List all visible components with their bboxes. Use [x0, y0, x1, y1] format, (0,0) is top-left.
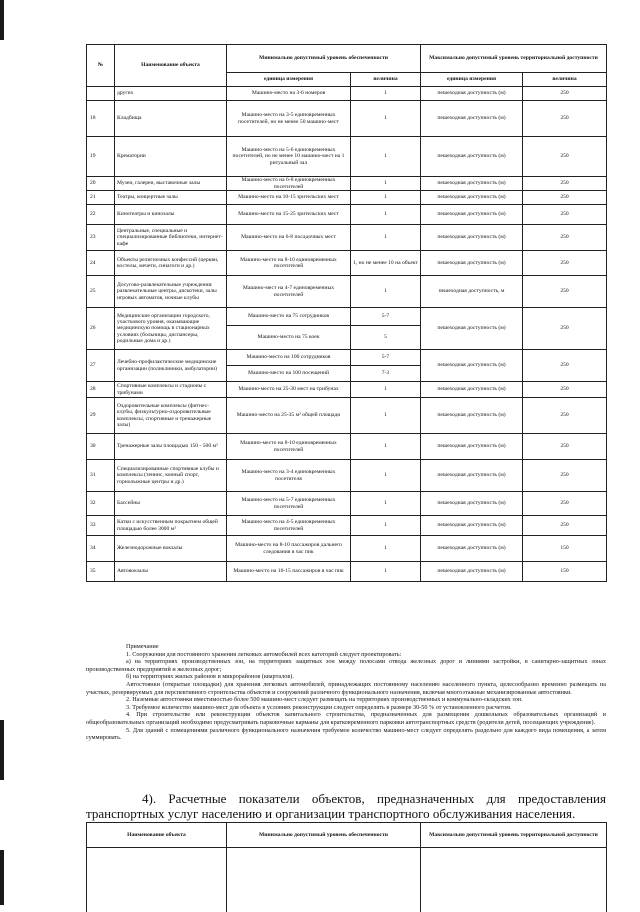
row-unit2: пешеходная доступность (м)	[421, 398, 523, 434]
notes-block	[86, 643, 606, 742]
table-row	[87, 191, 607, 205]
row-num: 24	[87, 251, 115, 276]
section-heading	[86, 792, 606, 821]
note-paragraph: б) на территориях жилых районов и микрорайонов (кварталов).	[86, 673, 606, 681]
table-row	[87, 177, 607, 191]
row-unit2: пешеходная доступность, м	[421, 276, 523, 308]
row-num: 35	[87, 562, 115, 582]
row-value2: 250	[523, 137, 607, 177]
row-unit: Машино-место на 10-15 пассажиров в час пик	[227, 562, 351, 582]
row-value: 1, но не менее 10 на объект	[351, 251, 421, 276]
row-value2: 250	[523, 101, 607, 137]
row-unit2: пешеходная доступность (м)	[421, 516, 523, 536]
row-value: 1	[351, 516, 421, 536]
row-value: 1	[351, 382, 421, 398]
table-row	[87, 460, 607, 492]
row-unit2: пешеходная доступность (м)	[421, 205, 523, 225]
note-paragraph: а) на территориях производственных зон, на территориях защитных зон между полосами отвода железных дорог и линиями застройки, в санитарно-защитных зонах производственных предприятий и железных дорог;	[86, 658, 606, 673]
row-value: 1	[351, 460, 421, 492]
row-value: 1	[351, 225, 421, 251]
table-row	[87, 562, 607, 582]
row-name: Центральные, специальные и специализированные библиотеки, интернет-кафе	[115, 225, 227, 251]
row-value2: 250	[523, 492, 607, 516]
table-row	[87, 101, 607, 137]
row-unit2: пешеходная доступность (м)	[421, 87, 523, 101]
table-header-row	[87, 823, 607, 848]
row-num: 33	[87, 516, 115, 536]
table-row	[87, 382, 607, 398]
row-name: Музеи, галереи, выставочные залы	[115, 177, 227, 191]
table-row	[87, 434, 607, 460]
row-unit2: пешеходная доступность (м)	[421, 460, 523, 492]
row-value: 1	[351, 137, 421, 177]
empty-cell	[421, 848, 607, 912]
transport-norms-table	[86, 822, 607, 912]
note-paragraph: 1. Сооружения для постоянного хранения легковых автомобилей всех категорий следует проектировать:	[86, 651, 606, 659]
row-unit: Машино-место на 10-15 зрительских мест	[227, 191, 351, 205]
row-name: Спортивные комплексы и стадионы с трибунами	[115, 382, 227, 398]
row-unit: Машино-место на 75 коек	[227, 326, 351, 350]
row-value2: 250	[523, 516, 607, 536]
scan-edge	[0, 0, 4, 40]
row-num: 20	[87, 177, 115, 191]
table-row	[87, 276, 607, 308]
row-unit: Машино-место на 75 сотрудников	[227, 308, 351, 326]
row-num: 34	[87, 536, 115, 562]
row-value2: 150	[523, 562, 607, 582]
row-name: Кинотеатры и кинозалы	[115, 205, 227, 225]
row-num: 21	[87, 191, 115, 205]
row-value: 5	[351, 326, 421, 350]
row-name: Тренажерные залы площадью 150 - 500 м²	[115, 434, 227, 460]
row-unit: Машино-место на 25-30 мест на трибунах	[227, 382, 351, 398]
table-row	[87, 350, 607, 366]
note-paragraph: 4. При строительстве или реконструкции объектов капитального строительства, предназначенных для размещения дошкольных образовательных организаций и общеобразовательных организаций необходимо предусматривать парковочные карманы для кратковременного парковки автотранспортных средств (родители детей, посещающих учреждение).	[86, 711, 606, 726]
row-value: 5-7	[351, 308, 421, 326]
row-value: 7-3	[351, 366, 421, 382]
row-unit: Машино-мест на 4-7 единовременных посетителей	[227, 276, 351, 308]
row-name: Крематории	[115, 137, 227, 177]
note-paragraph: 3. Требуемое количество машино-мест для объекта в условиях реконструкции следует определять в размере 30-50 % от установленного расчетом.	[86, 704, 606, 712]
row-name: Медицинские организации городского, участкового уровня, оказывающие медицинскую помощь в стационарных условиях (больницы, диспансеры, родильные дома и др.)	[115, 308, 227, 350]
row-unit: Машино-место на 6-8 единовременных посетителей	[227, 177, 351, 191]
row-value: 1	[351, 536, 421, 562]
row-unit2: пешеходная доступность (м)	[421, 382, 523, 398]
row-value: 1	[351, 87, 421, 101]
row-name: Театры, концертные залы	[115, 191, 227, 205]
row-unit: Машино-место на 3-6 номеров	[227, 87, 351, 101]
row-value: 1	[351, 398, 421, 434]
row-unit: Машино-место на 8-10 единовременных посетителей	[227, 434, 351, 460]
note-paragraph: 5. Для зданий с помещениями различного функционального назначения требуемое количество машино-мест следует определять раздельно для каждого вида помещения, а затем суммировать.	[86, 727, 606, 742]
note-paragraph: 2. Наземные автостоянки вместимостью более 500 машино-мест следует размещать на территориях производственных и коммунально-складских зон.	[86, 696, 606, 704]
row-name: Катки с искусственным покрытием общей площадью более 3000 м²	[115, 516, 227, 536]
row-value2: 250	[523, 398, 607, 434]
row-unit: Машино-место на 15-25 зрительских мест	[227, 205, 351, 225]
row-value2: 250	[523, 350, 607, 382]
row-value2: 250	[523, 276, 607, 308]
row-name: Кладбища	[115, 101, 227, 137]
row-value2: 250	[523, 205, 607, 225]
note-paragraph: Автостоянки (открытые площадки) для хранения легковых автомобилей, принадлежащих постоянному населению населенного пункта, целесообразно временно размещать на участках, резервируемых для перспективного строительства объектов и сооружений различного функционального назначения, включая многоэтажные механизированные автостоянки.	[86, 681, 606, 696]
row-unit: Машино-место на 3-5 единовременных посетителей, но не менее 50 машино-мест	[227, 101, 351, 137]
table-row	[87, 251, 607, 276]
row-value2: 250	[523, 177, 607, 191]
header-value2: величина	[523, 73, 607, 87]
empty-cell	[227, 848, 421, 912]
row-value2: 150	[523, 536, 607, 562]
row-name: других	[115, 87, 227, 101]
row-unit2: пешеходная доступность (м)	[421, 562, 523, 582]
row-num: 26	[87, 308, 115, 350]
row-name: Автовокзалы	[115, 562, 227, 582]
row-unit: Машино-место на 5-6 единовременных посетителей, но не менее 10 машино-мест на 1 ритуальный зал	[227, 137, 351, 177]
header-min-level: Минимально допустимый уровень обеспеченности	[227, 45, 421, 73]
table-row	[87, 848, 607, 912]
row-unit2: пешеходная доступность (м)	[421, 191, 523, 205]
row-value: 1	[351, 191, 421, 205]
row-name: Оздоровительные комплексы (фитнес-клубы, физкультурно-оздоровительные комплексы, спортивные и тренажерные залы)	[115, 398, 227, 434]
row-num: 27	[87, 350, 115, 382]
header-value: величина	[351, 73, 421, 87]
row-value2: 250	[523, 251, 607, 276]
parking-norms-table	[86, 44, 607, 582]
row-unit: Машино-место на 4-5 единовременных посетителей	[227, 516, 351, 536]
row-unit2: пешеходная доступность (м)	[421, 137, 523, 177]
row-value2: 250	[523, 225, 607, 251]
section-heading-line: транспортных услуг населению и организации транспортного обслуживания населения.	[86, 807, 606, 822]
header-unit2: единица измерения	[421, 73, 523, 87]
row-name: Специализированные спортивные клубы и комплексы (теннис, конный спорт, горнолыжные центры и др.)	[115, 460, 227, 492]
row-unit2: пешеходная доступность (м)	[421, 177, 523, 191]
table-row	[87, 205, 607, 225]
row-num: 31	[87, 460, 115, 492]
header-name: Наименование объекта	[87, 823, 227, 848]
row-unit2: пешеходная доступность (м)	[421, 308, 523, 350]
table-row	[87, 492, 607, 516]
row-unit: Машино-место на 8-10 единовременных посетителей	[227, 251, 351, 276]
row-num	[87, 87, 115, 101]
row-value: 5-7	[351, 350, 421, 366]
row-value: 1	[351, 434, 421, 460]
header-max-level: Максимально допустимый уровень территориальной доступности	[421, 823, 607, 848]
row-value2: 250	[523, 87, 607, 101]
row-value: 1	[351, 492, 421, 516]
row-value2: 250	[523, 434, 607, 460]
row-num: 22	[87, 205, 115, 225]
row-value: 1	[351, 562, 421, 582]
row-unit2: пешеходная доступность (м)	[421, 492, 523, 516]
row-num: 30	[87, 434, 115, 460]
row-num: 19	[87, 137, 115, 177]
row-unit2: пешеходная доступность (м)	[421, 434, 523, 460]
row-num: 28	[87, 382, 115, 398]
row-unit: Машино-место на 6-8 посадочных мест	[227, 225, 351, 251]
table-row	[87, 308, 607, 326]
row-value2: 250	[523, 382, 607, 398]
section-heading-line: 4). Расчетные показатели объектов, предназначенных для предоставления	[86, 792, 606, 807]
row-num: 23	[87, 225, 115, 251]
row-unit2: пешеходная доступность (м)	[421, 251, 523, 276]
row-unit: Машино-место на 100 сотрудников	[227, 350, 351, 366]
row-unit2: пешеходная доступность (м)	[421, 225, 523, 251]
table-header-row	[87, 45, 607, 73]
header-num: №	[87, 45, 115, 87]
empty-cell	[87, 848, 227, 912]
header-unit: единица измерения	[227, 73, 351, 87]
notes-title: Примечание	[86, 643, 606, 651]
header-name: Наименование объекта	[115, 45, 227, 87]
row-num: 18	[87, 101, 115, 137]
row-value: 1	[351, 276, 421, 308]
row-num: 32	[87, 492, 115, 516]
row-name: Железнодорожные вокзалы	[115, 536, 227, 562]
row-unit: Машино-место на 5-7 единовременных посетителей	[227, 492, 351, 516]
row-unit: Машино-место на 3-4 единовременных посетителя	[227, 460, 351, 492]
row-num: 29	[87, 398, 115, 434]
row-value2: 250	[523, 308, 607, 350]
row-name: Бассейны	[115, 492, 227, 516]
header-max-level: Максимально допустимый уровень территориальной доступности	[421, 45, 607, 73]
row-unit2: пешеходная доступность (м)	[421, 536, 523, 562]
row-unit2: пешеходная доступность (м)	[421, 350, 523, 382]
row-value: 1	[351, 101, 421, 137]
table-row	[87, 225, 607, 251]
scan-edge	[0, 720, 4, 780]
table-row	[87, 87, 607, 101]
scan-edge	[0, 850, 4, 905]
table-row	[87, 536, 607, 562]
row-name: Досугово-развлекательные учреждения: развлекательные центры, дискотеки, залы игровых автоматов, ночные клубы	[115, 276, 227, 308]
table-row	[87, 516, 607, 536]
row-name: Объекты религиозных конфессий (церкви, костелы, мечети, синагоги и др.)	[115, 251, 227, 276]
header-min-level: Минимально допустимый уровень обеспеченности	[227, 823, 421, 848]
row-name: Лечебно-профилактические медицинские организации (поликлиники, амбулатории)	[115, 350, 227, 382]
row-value: 1	[351, 205, 421, 225]
table-row	[87, 398, 607, 434]
row-unit: Машино-место на 100 посещений	[227, 366, 351, 382]
row-unit2: пешеходная доступность (м)	[421, 101, 523, 137]
row-unit: Машино-место на 8-10 пассажиров дальнего следования в час пик	[227, 536, 351, 562]
row-value: 1	[351, 177, 421, 191]
table-row	[87, 137, 607, 177]
row-unit: Машино-место на 25-35 м² общей площади	[227, 398, 351, 434]
row-num: 25	[87, 276, 115, 308]
row-value2: 250	[523, 191, 607, 205]
row-value2: 250	[523, 460, 607, 492]
